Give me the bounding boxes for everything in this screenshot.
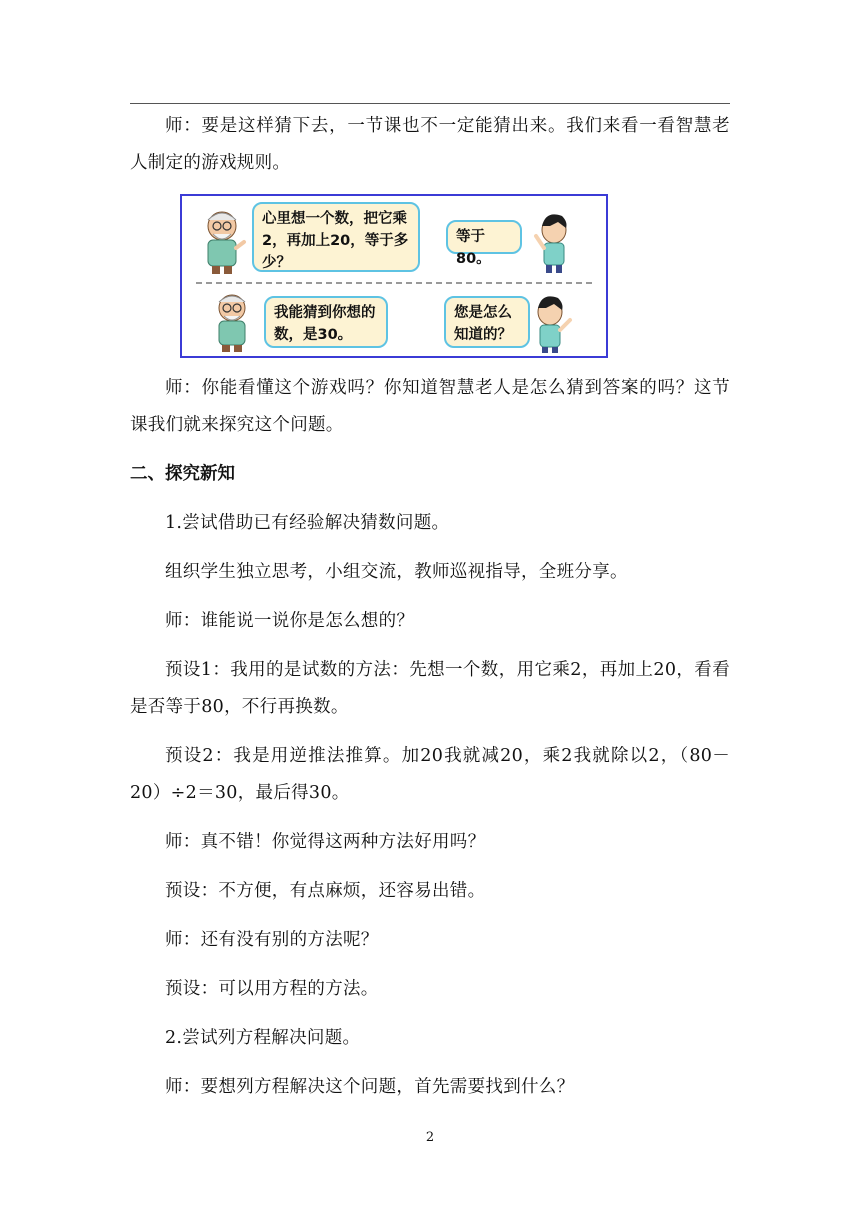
paragraph: 师：要想列方程解决这个问题，首先需要找到什么？ [165,1077,575,1097]
elder-figure-icon [208,212,244,274]
header-rule [130,103,730,104]
paragraph: 组织学生独立思考，小组交流，教师巡视指导，全班分享。 [165,562,628,582]
speech-bubble-elder-question: 心里想一个数，把它乘2，再加上20，等于多少？ [252,202,420,272]
paragraph: 师：真不错！你觉得这两种方法好用吗？ [165,832,486,852]
paragraph: 2.尝试列方程解决问题。 [165,1028,361,1048]
paragraph: 师：要是这样猜下去，一节课也不一定能猜出来。我们来看一看智慧老人制定的游戏规则。 [130,116,730,173]
paragraph: 预设1：我用的是试数的方法：先想一个数，用它乘2，再加上20，看看是否等于80，不行再换数。 [130,660,730,717]
paragraph: 师：谁能说一说你是怎么想的？ [165,611,415,631]
section-heading: 二、探究新知 [130,464,235,484]
paragraph: 预设：不方便，有点麻烦，还容易出错。 [165,881,486,901]
speech-bubble-boy-question: 您是怎么知道的？ [444,296,530,348]
dashed-divider [196,282,592,284]
paragraph: 预设2：我是用逆推法推算。加20我就减20，乘2我就除以2，（80－20）÷2＝30，最后得30。 [130,746,730,803]
paragraph: 师：你能看懂这个游戏吗？你知道智慧老人是怎么猜到答案的吗？这节课我们就来探究这个问题。 [130,378,730,435]
paragraph: 1.尝试借助已有经验解决猜数问题。 [165,513,450,533]
paragraph: 预设：可以用方程的方法。 [165,979,379,999]
boy-figure-icon [538,296,570,353]
elder-figure-icon [219,295,245,352]
speech-bubble-elder-guess: 我能猜到你想的数，是30。 [264,296,388,348]
document-body [130,108,730,1118]
page-number: 2 [425,1130,435,1145]
paragraph: 师：还有没有别的方法呢？ [165,930,379,950]
game-rules-illustration [180,194,608,358]
boy-figure-icon [536,214,567,273]
speech-bubble-boy-answer: 等于80。 [446,220,522,254]
